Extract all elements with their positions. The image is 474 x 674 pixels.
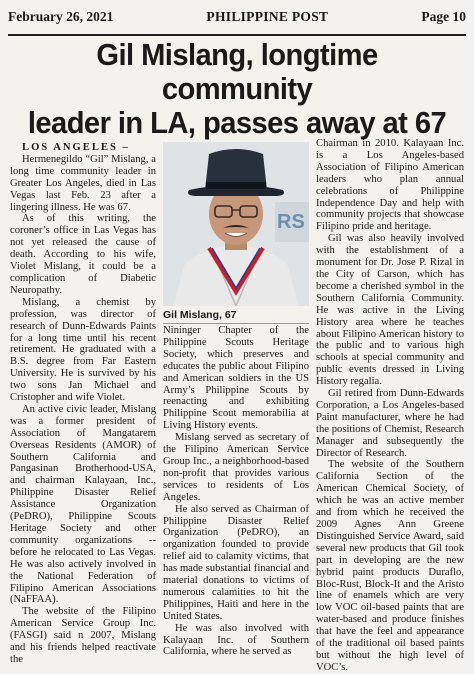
paragraph: Mislang, a chemist by profession, was director of research of Dunn-Edwards Paints for a long time until his recent retirement. He graduated with a B.S. degree from Far Eastern University. He is survived by his two sons Jan Michael and Cristopher and wife Violet. (10, 296, 156, 404)
masthead-rule (8, 34, 466, 36)
paragraph: An active civic leader, Mislang was a former president of Association of Mangatarem Overseas Residents (AMOR) of Southern California and Pangasinan Brotherhood-USA, and chairman Kalayaan, Inc., Philippine Disaster Relief Assistance Organization (PeDRO), Philippine Scouts Heritage Society and other community organizations -- before he relocated to Las Vegas. He was also actively involved in the National Federation of Filipino American Associations (NaFFAA). (10, 403, 156, 606)
masthead (8, 2, 466, 32)
photo-caption: Gil Mislang, 67 (163, 309, 309, 324)
paragraph: Gil retired from Dunn-Edwards Corporation, a Los Angeles-based Paint manufacturer, where he had the positions of Chemist, Research Manager and subsequently the Director of Research. (316, 388, 464, 459)
issue-date: February 26, 2021 (8, 9, 114, 24)
paragraph: He was also involved with Kalayaan Inc. of Southern California, where he served as (163, 622, 309, 658)
article-column-1 (10, 142, 156, 666)
headline (20, 38, 454, 140)
paragraph: Hermenegildo “Gil” Mislang, a long time community leader in Greater Los Angeles, died in Las Vegas last Feb. 23 after a lingering illness. He was 67. (10, 153, 156, 213)
dateline: LOS ANGELES – (22, 142, 130, 153)
paragraph: The website of the Filipino American Service Group Inc. (FASGI) said n 2007, Mislang and his friends helped reactivate the (10, 606, 156, 665)
paragraph: The website of the Southern California Section of the American Chemical Society, of which he was an active member and from which he received the 2009 Agnes Ann Greene Distinguished Service Award, said several new products that Gil took part in developing are the new hybrid paint products Duraflo, Bloc-Rust, Block-It and the Aristo line of enamels which are very low VOC oil-based paints that are water-based and produce finishes that have the feel and appearance of the traditional oil based paints but without the high level of VOC’s. (316, 459, 464, 673)
headline-line-2: leader in LA, passes away at 67 (27, 105, 447, 140)
page-number: Page 10 (421, 9, 466, 24)
paragraph: Gil was also heavily involved with the establishment of a monument for Dr. Jose P. Rizal in the City of Carson, which has become a cherished symbol in the Southern California Community. He was active in the Living History area where he teaches about Filipino American history to the public and to various high schools at special community and public events dressed in Living History regalia. (316, 233, 464, 388)
paper-name: PHILIPPINE POST (206, 9, 329, 24)
paragraph: He also served as Chairman of Philippine Disaster Relief Organization (PeDRO), an organization founded to provide relief aid to calamity victims, that has made substantial financial and material donations to victims of numerous calamities to hit the Philippines, Haiti and here in the United States. (163, 503, 309, 622)
paragraph: Mislang served as secretary of the Filipino American Service Group Inc., a neighborhood-based non-profit that provides various services to residents of Los Angeles. (163, 432, 309, 503)
headline-line-1: Gil Mislang, longtime community (96, 37, 378, 106)
paragraph: Nininger Chapter of the Philippine Scouts Heritage Society, which preserves and educates the public about Filipino and American soldiers in the US Army’s Philippine Scouts by reenacting and exhibiting Philippine Scout memorabilia at Living History events. (163, 325, 309, 432)
backdrop-logo-text: RS (277, 211, 305, 233)
paragraph: As of this writing, the coroner’s office in Las Vegas has not yet released the cause of death. According to his wife, Violet Mislang, it could be a complication of Diabetic Neuropathy. (10, 213, 156, 296)
portrait-illustration (163, 142, 309, 306)
article-column-2 (163, 325, 309, 658)
portrait-photo (163, 142, 309, 306)
paragraph: Chairman in 2010. Kalayaan Inc. is a Los Angeles-based Association of Filipino American leaders who plan annual celebrations of Philippine Independence Day and help with community projects that showcase Filipino pride and heritage. (316, 138, 464, 233)
article-column-3 (316, 138, 464, 674)
